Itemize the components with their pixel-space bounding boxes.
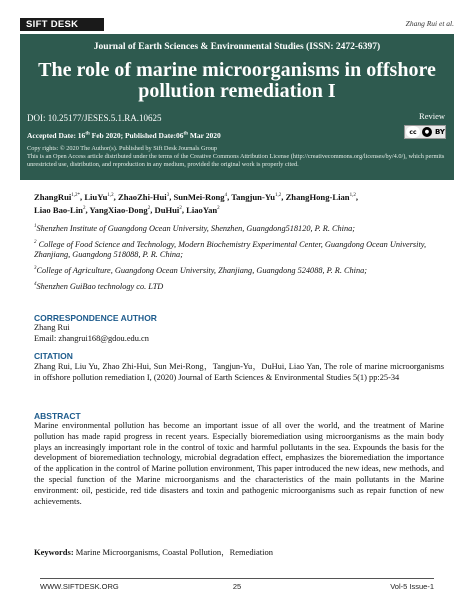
license-statement xyxy=(27,145,447,170)
affiliation-item: $^3$College of Agriculture, Guangdong Ocean University, Zhanjiang, Guangdong 524088, P. R. China; xyxy=(34,265,368,275)
journal-name: Journal of Earth Sciences & Environmental Studies (ISSN: 2472-6397) xyxy=(93,42,381,52)
title-line-1: The role of marine microorganisms in offshore xyxy=(38,59,436,81)
attribution-person-icon: ● xyxy=(422,127,432,137)
affiliations xyxy=(34,222,446,296)
title-line-2: pollution remediation I xyxy=(138,80,336,102)
accepted-date-sup: th xyxy=(85,131,90,137)
doi-link[interactable]: DOI: 10.25177/JESES.5.1.RA.10625 xyxy=(27,113,162,123)
affiliation-item: $^4$Shenzhen GuiBao technology co. LTD xyxy=(34,281,164,291)
keywords xyxy=(34,546,444,558)
correspondence-email[interactable]: Email: zhangrui168@gdou.edu.cn xyxy=(34,333,149,343)
publisher-brand: SIFT DESK xyxy=(20,18,104,31)
article-type-label: Review xyxy=(419,111,445,121)
abstract-text: Marine environmental pollution has become an important issue of all over the world, and the treatment of Marine pollution has made rapid progress in recent years. Especially bioremediation using microorganisms as the main body plays an increasingly important role in the control of toxic and harmful pollutants in the sea. Expounds the basis for the development of bioremediation technology, microbial degradation effect, emphasizes the bioremediation the importance of the application in the control of Marine pollution environment, This paper introduced the new ideas, new methods, and the special function of the Marine microorganisms and the characteristics of the main pollutants in the Marine environment: oil, pesticide, red tide disasters and toxin and pathogenic microorganisms such as repair function of new achievements. xyxy=(34,421,444,506)
abstract-heading: ABSTRACT xyxy=(34,411,81,421)
author-line-1: ZhangRui$^{1,2*}$, LiuYu$^{1,2}$, ZhaoZhi-Hui$^3$, SunMei-Rong$^4$, Tangjun-Yu$^{1,2}$, ZhangHong-Lian$^{1,2}$, xyxy=(34,191,358,202)
keywords-text: Marine Microorganisms, Coastal Pollution，Remediation xyxy=(73,547,274,557)
creative-commons-icon[interactable] xyxy=(404,125,446,139)
citation-heading: CITATION xyxy=(34,351,73,361)
author-list xyxy=(34,190,446,216)
correspondence-name: Zhang Rui xyxy=(34,323,70,332)
citation-text: Zhang Rui, Liu Yu, Zhao Zhi-Hui, Sun Mei-Rong，Tangjun-Yu，DuHui, Liao Yan, The role of marine microorganisms in offshore pollution remediation I, (2020) Journal of Earth Sciences & Environmental Studies 5(1) pp:25-34 xyxy=(34,362,444,382)
page-number: 25 xyxy=(232,582,242,591)
license-text[interactable]: This is an Open Access article distributed under the terms of the Creative Commons Attribution License (http://creativecommons.org/licenses/by/4.0/), which permits unrestricted use, distribution, and reproduction in any medium, provided the original work is properly cited. xyxy=(27,153,445,169)
published-date-label: Feb 2020; Published Date:06 xyxy=(89,131,184,140)
volume-issue: Vol-5 Issue-1 xyxy=(390,582,434,591)
cc-circle-icon: cc xyxy=(406,126,420,138)
article-dates xyxy=(27,131,221,140)
footer-divider xyxy=(40,578,434,579)
running-head: Zhang Rui et al. xyxy=(405,19,454,28)
author-line-2: Liao Bao-Lin$^2$, YangXiao-Dong$^2$, DuHui$^2$, LiaoYan$^2$ xyxy=(34,204,220,215)
journal-banner xyxy=(20,34,454,180)
affiliation-item: $^1$Shenzhen Institute of Guangdong Ocean University, Shenzhen, Guangdong518120, P. R. China; xyxy=(34,223,356,233)
keywords-label: Keywords: xyxy=(34,547,74,557)
top-bar xyxy=(20,18,454,32)
correspondence-heading: CORRESPONDENCE AUTHOR xyxy=(34,313,157,323)
footer-website-link[interactable]: WWW.SIFTDESK.ORG xyxy=(40,582,119,591)
cc-by-label: BY xyxy=(434,128,445,136)
article-title xyxy=(20,60,454,102)
accepted-date-label: Accepted Date: 16 xyxy=(27,131,86,140)
published-date-sup: th xyxy=(183,131,188,137)
published-date-rest: Mar 2020 xyxy=(187,131,221,140)
correspondence-details xyxy=(34,323,444,345)
affiliation-item: $^2$ College of Food Science and Technology, Modern Biochemistry Experimental Center, Guangdong Ocean University, Zhanjiang, Guangdong 518088, P. R. China; xyxy=(34,239,427,260)
copyright-line: Copy rights: © 2020 The Author(s). Published by Sift Desk Journals Group xyxy=(27,145,218,152)
